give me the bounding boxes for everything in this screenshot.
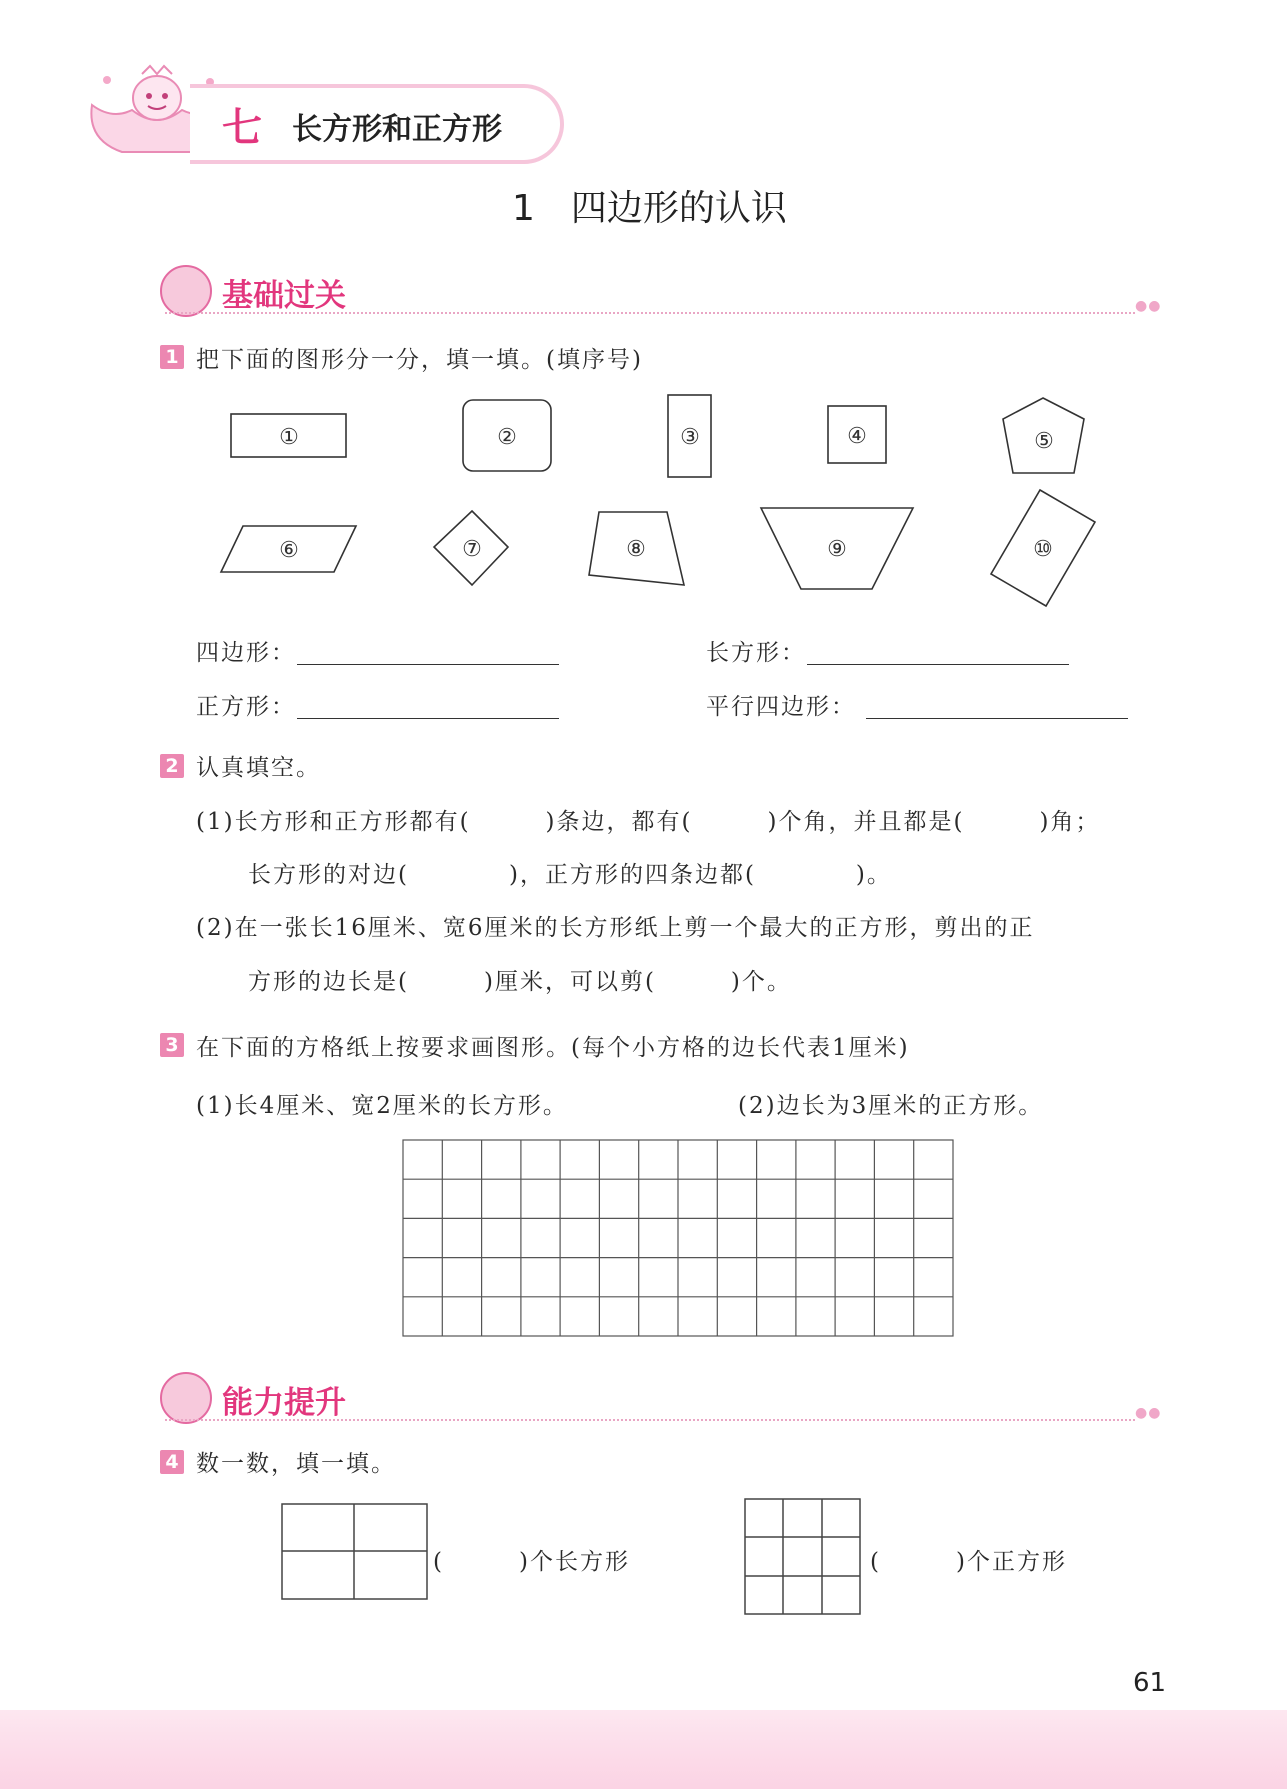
quadrilateral-answer-line[interactable] [297,664,559,665]
shape-label-7: ⑦ [462,537,482,562]
question-3-part-1: (1)长4厘米、宽2厘米的长方形。 [196,1093,568,1119]
section-divider [165,1419,1135,1421]
question-3-text: 在下面的方格纸上按要求画图形。(每个小方格的边长代表1厘米) [196,1035,910,1061]
question-number-4: 4 [160,1450,184,1474]
question-3-part-2: (2)边长为3厘米的正方形。 [738,1093,1044,1119]
square-answer-line[interactable] [297,718,559,719]
question-2-line-3: (2)在一张长16厘米、宽6厘米的长方形纸上剪一个最大的正方形，剪出的正 [196,915,1035,941]
square-count-answer: ( )个正方形 [870,1549,1067,1575]
section-avatar-icon [160,265,212,317]
question-1-text: 把下面的图形分一分，填一填。(填序号) [196,347,643,373]
question-2-line-1: (1)长方形和正方形都有( )条边，都有( )个角，并且都是( )角； [196,809,1101,835]
shape-label-9: ⑨ [827,537,847,562]
section-dots-icon: ●● [1135,298,1162,314]
question-number-1: 1 [160,345,184,369]
question-2-text: 认真填空。 [196,755,321,781]
rectangle-count-figure [281,1503,429,1605]
shapes-figure [0,380,1287,620]
section-title-advanced: 能力提升 [222,1385,346,1421]
shape-label-6: ⑥ [279,538,299,563]
bottom-decorative-band [0,1710,1287,1789]
question-4-text: 数一数，填一填。 [196,1451,396,1477]
section-divider [165,312,1135,314]
shape-label-3: ③ [680,425,700,450]
chapter-title: 长方形和正方形 [292,112,502,147]
question-2-line-2: 长方形的对边( )，正方形的四条边都( )。 [248,862,892,888]
quadrilateral-label: 四边形： [196,640,296,666]
square-count-figure [744,1498,862,1620]
parallelogram-label: 平行四边形： [706,694,856,720]
shape-label-5: ⑤ [1034,429,1054,454]
drawing-grid[interactable] [402,1139,955,1341]
chapter-number: 七 [222,104,262,151]
lesson-title: 1 四边形的认识 [512,188,787,229]
section-dots-icon: ●● [1135,1405,1162,1421]
question-number-2: 2 [160,754,184,778]
shape-label-1: ① [279,425,299,450]
shape-label-4: ④ [847,424,867,449]
shape-label-2: ② [497,425,517,450]
rectangle-label: 长方形： [706,640,806,666]
rectangle-answer-line[interactable] [807,664,1069,665]
rectangle-count-answer: ( )个长方形 [433,1549,630,1575]
question-number-3: 3 [160,1033,184,1057]
page-number: 61 [1133,1668,1167,1698]
shape-label-10: ⑩ [1033,537,1053,562]
section-title-basic: 基础过关 [222,278,346,314]
question-2-line-4: 方形的边长是( )厘米，可以剪( )个。 [248,969,792,995]
shape-label-8: ⑧ [626,537,646,562]
square-label: 正方形： [196,694,296,720]
section-avatar-icon [160,1372,212,1424]
parallelogram-answer-line[interactable] [866,718,1128,719]
